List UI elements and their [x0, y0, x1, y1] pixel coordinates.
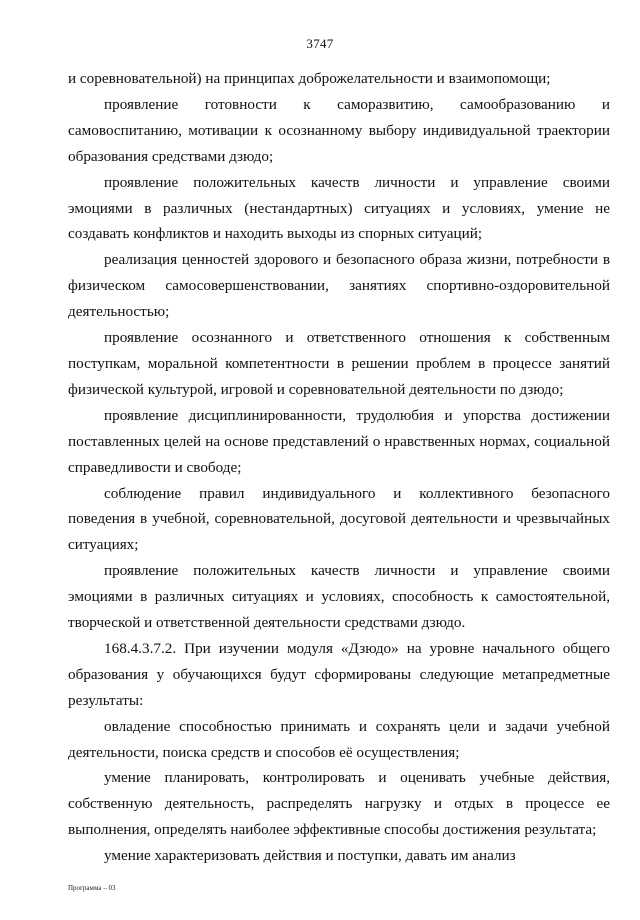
paragraph-truncated: умение характеризовать действия и поступки, давать им анализ — [104, 847, 516, 865]
page-number: 3747 — [306, 36, 334, 51]
paragraph-continuation: и соревновательной) на принципах доброжелательности и взаимопомощи; — [68, 70, 551, 87]
paragraph-section-heading: 168.4.3.7.2. При изучении модуля «Дзюдо» на уровне начального общего образования у обучающихся будут сформированы следующие метапредметные результаты: — [68, 639, 610, 709]
paragraph: овладение способностью принимать и сохранять цели и задачи учебной деятельности, поиска средств и способов её осуществления; — [68, 717, 610, 761]
paragraph: умение планировать, контролировать и оценивать учебные действия, собственную деятельность, распределять нагрузку и отдых в процессе ее выполнения, определять наиболее эффективные способы достижения результата; — [68, 769, 610, 839]
paragraph: проявление осознанного и ответственного отношения к собственным поступкам, моральной компетентности в решении проблем в процессе занятий физической культурой, игровой и соревновательной деятельности по дзюдо; — [68, 329, 610, 398]
paragraph: проявление дисциплинированности, трудолюбия и упорства достижении поставленных целей на основе представлений о нравственных нормах, социальной справедливости и свободе; — [68, 406, 610, 476]
footer-label: Программа – 03 — [68, 884, 116, 892]
paragraph: соблюдение правил индивидуального и коллективного безопасного поведения в учебной, соревновательной, досуговой деятельности и чрезвычайных ситуациях; — [68, 484, 610, 554]
paragraph: проявление положительных качеств личности и управление своими эмоциями в различных (нестандартных) ситуациях и условиях, умение не создавать конфликтов и находить выходы из спорных ситуаций; — [68, 173, 610, 243]
body-text — [68, 66, 610, 869]
paragraph: проявление готовности к саморазвитию, самообразованию и самовоспитанию, мотивации к осознанному выбору индивидуальной траектории образования средствами дзюдо; — [68, 95, 610, 165]
paragraph: проявление положительных качеств личности и управление своими эмоциями в различных ситуациях и условиях, способность к самостоятельной, творческой и ответственной деятельности средствами дзюдо. — [68, 562, 610, 632]
paragraph: реализация ценностей здорового и безопасного образа жизни, потребности в физическом самосовершенствовании, занятиях спортивно-оздоровительной деятельностью; — [68, 251, 610, 321]
